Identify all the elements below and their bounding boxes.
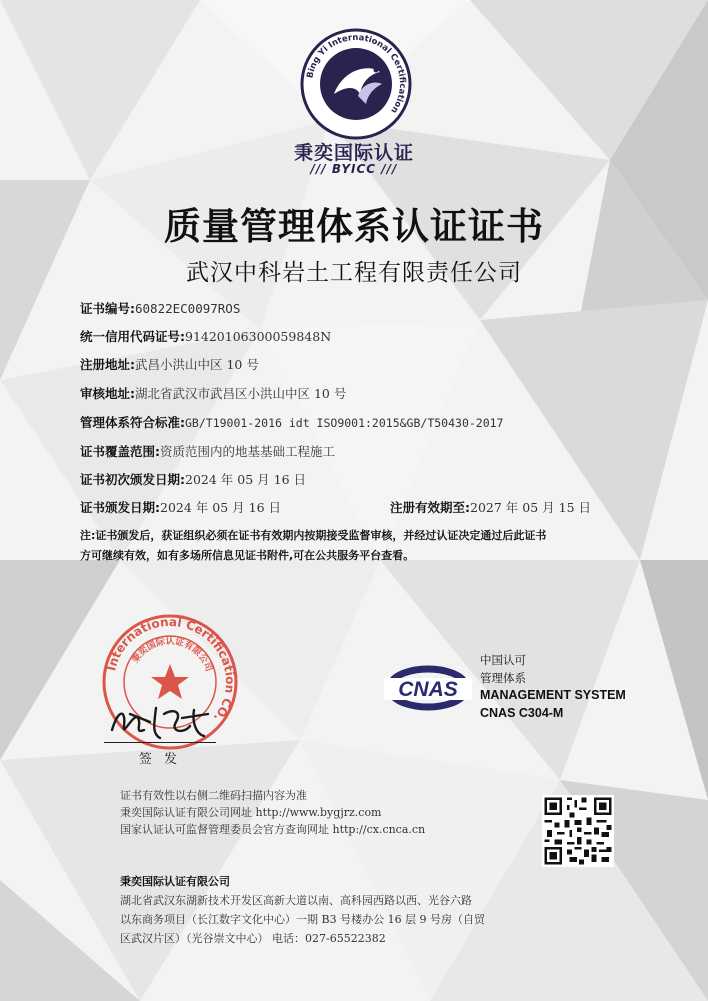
signature-label: 签 发: [138, 752, 182, 767]
issuer-name: 秉奕国际认证有限公司: [120, 875, 230, 888]
field-label: 注册地址:: [80, 357, 135, 372]
field-standard: [80, 413, 504, 431]
verification-info: [120, 787, 425, 838]
field-cert-no: [80, 299, 240, 317]
note-line: 方可继续有效，如有多场所信息见证书附件,可在公共服务平台查看。: [80, 549, 415, 562]
company-name: 武汉中科岩土工程有限责任公司: [186, 260, 522, 286]
field-expiry-date: [390, 498, 591, 516]
brand-name-en: /// BYICC ///: [310, 162, 398, 176]
field-reg-address: [80, 355, 259, 373]
certificate-title: 质量管理体系认证证书: [164, 205, 544, 248]
field-value: 2024 年 05 月 16 日: [160, 500, 281, 515]
cnas-accreditation: [480, 652, 626, 722]
field-value: 湖北省武汉市武昌区小洪山中区 10 号: [135, 386, 347, 401]
field-first-issue: [80, 470, 306, 488]
brand-name-cn: 秉奕国际认证: [293, 142, 414, 164]
field-audit-address: [80, 384, 346, 402]
field-value: 武昌小洪山中区 10 号: [135, 357, 259, 372]
field-label: 证书编号:: [80, 301, 135, 316]
qr-code-icon[interactable]: [542, 795, 614, 867]
verify-line: 国家认证认可监督管理委员会官方查询网址 http://cx.cnca.cn: [120, 823, 426, 836]
field-label: 管理体系符合标准:: [80, 415, 185, 430]
issuer-info: [120, 872, 530, 948]
cnas-line: MANAGEMENT SYSTEM: [480, 688, 626, 702]
cnas-logo-text: CNAS: [398, 678, 458, 701]
field-label: 统一信用代码证号:: [80, 329, 185, 344]
field-value: 60822EC0097ROS: [135, 301, 241, 316]
validity-note: [80, 526, 640, 566]
seal-ring-text: International Certification CO.: [104, 614, 238, 725]
cnas-logo-icon: [380, 660, 476, 716]
cnas-line: 管理体系: [480, 670, 526, 685]
note-line: 注:证书颁发后，获证组织必须在证书有效期内按期接受监督审核，并经过认证决定通过后此证书: [80, 529, 547, 542]
field-value: 2027 年 05 月 15 日: [470, 500, 591, 515]
field-issue-date: [80, 498, 281, 516]
dove-emblem-icon: [300, 28, 412, 140]
field-label: 证书覆盖范围:: [80, 444, 160, 459]
field-value: 91420106300059848N: [185, 329, 332, 344]
seal-inner-text: 秉奕国际认证有限公司: [130, 636, 214, 674]
field-credit-code: [80, 327, 331, 345]
field-value: 资质范围内的地基基础工程施工: [160, 444, 336, 459]
issuer-address-line: 区武汉片区）（光谷崇文中心） 电话：027-65522382: [120, 932, 386, 945]
issuer-address-line: 湖北省武汉东湖新技术开发区高新大道以南、高科园西路以西、光谷六路: [120, 894, 472, 907]
field-scope: [80, 442, 335, 460]
field-value: 2024 年 05 月 16 日: [185, 472, 306, 487]
field-label: 证书颁发日期:: [80, 500, 160, 515]
verify-line: 证书有效性以右侧二维码扫描内容为准: [120, 789, 307, 802]
issuer-address-line: 以东商务项目（长江数字文化中心）一期 B3 号楼办公 16 层 9 号房（自贸: [120, 913, 486, 926]
field-value: GB/T19001-2016 idt ISO9001:2015&GB/T50430-2017: [185, 416, 504, 430]
field-label: 证书初次颁发日期:: [80, 472, 185, 487]
handwritten-signature: [104, 700, 216, 744]
cnas-line: 中国认可: [480, 653, 526, 667]
field-label: 注册有效期至:: [390, 500, 470, 515]
cnas-line: CNAS C304-M: [480, 705, 564, 720]
field-label: 审核地址:: [80, 386, 135, 401]
svg-text:秉奕国际认证有限公司: [129, 635, 215, 673]
logo-ring-text: Bing Yi International Certification: [305, 32, 408, 115]
signature-line: [104, 742, 216, 743]
verify-line: 秉奕国际认证有限公司网址 http://www.bygjrz.com: [120, 806, 382, 819]
